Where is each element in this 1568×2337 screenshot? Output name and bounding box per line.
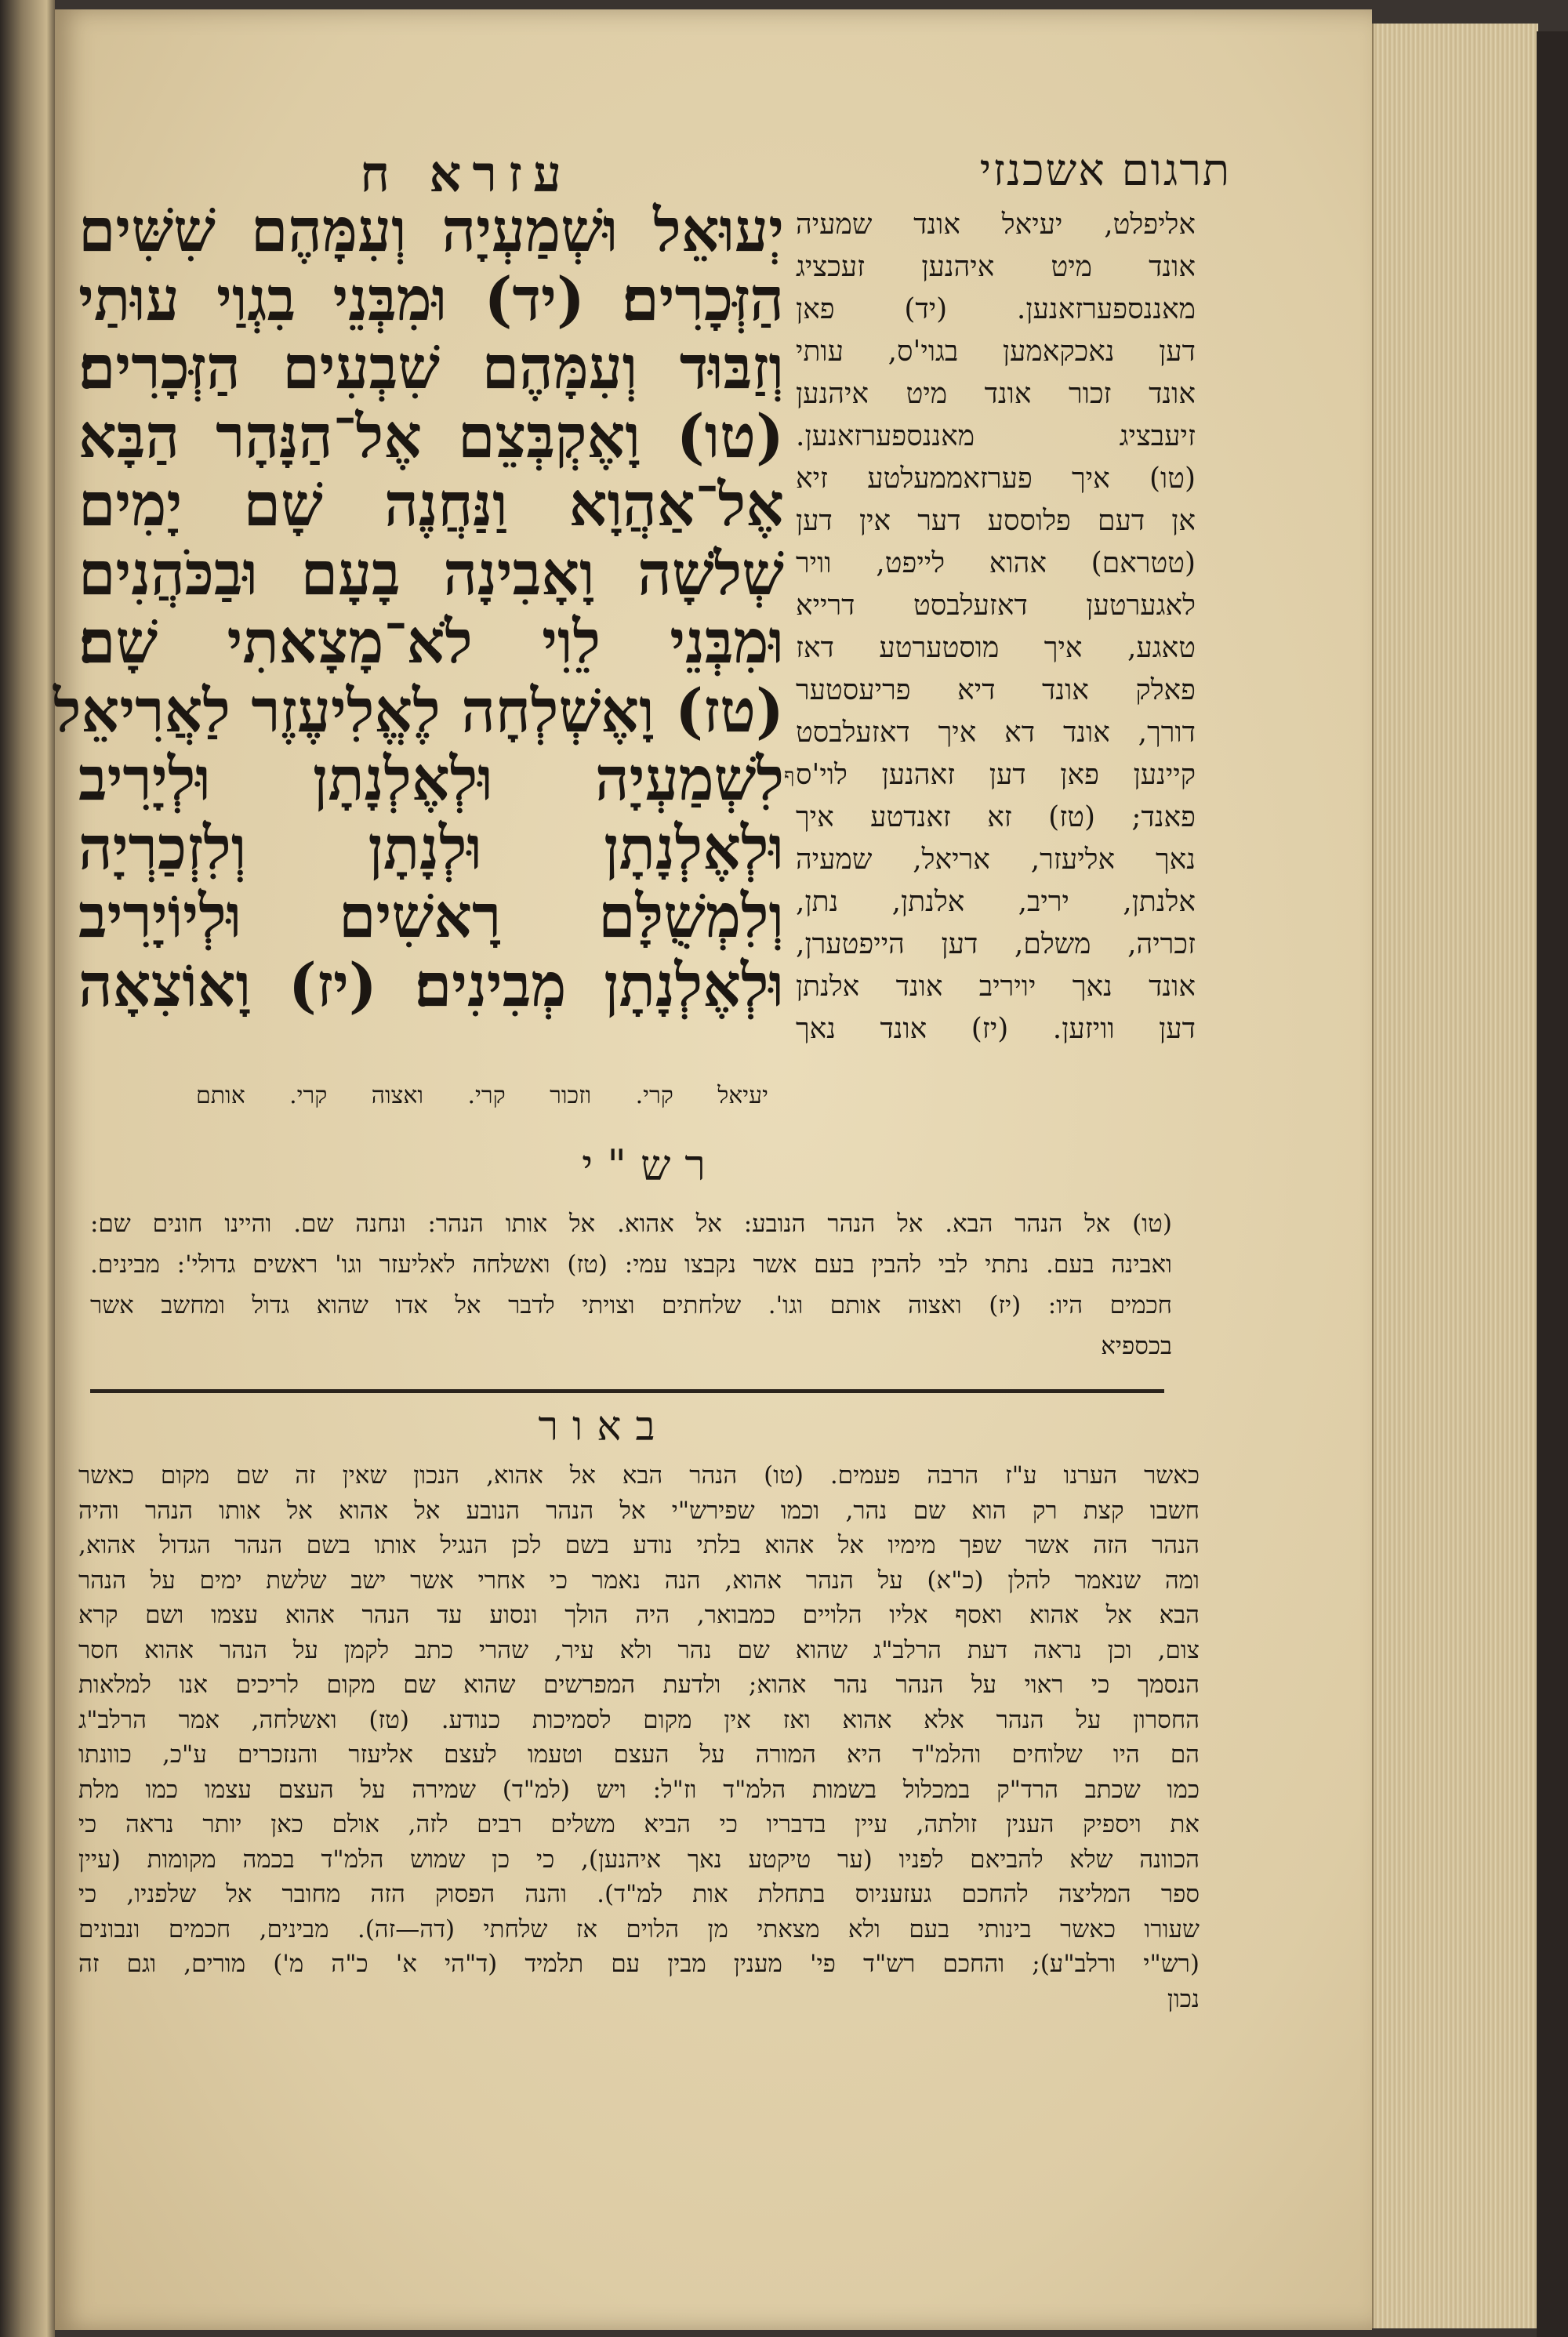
biur-line: הבא אל אהוא ואסף אליו הלויים כמבואר, היה הולך ונסוע עד הנהר אהוא עצמו ושם קרא bbox=[78, 1601, 1200, 1629]
yiddish-line: דען נאכקאמען בגוי'ס, עותי bbox=[796, 336, 1196, 368]
header-right-title: תרגום אשכנזי bbox=[979, 145, 1231, 196]
hebrew-text-column bbox=[53, 195, 784, 1020]
yiddish-translation-column bbox=[796, 204, 1196, 1051]
hebrew-line: וּלְאֶלְנָתָן וּלְנָתָן וְלִזְכַרְיָה bbox=[78, 812, 784, 883]
yiddish-line: (טו) איך פערזאממעלטע זיא bbox=[796, 463, 1196, 495]
yiddish-line: אונד נאך יויריב אונד אלנתן bbox=[796, 971, 1196, 1003]
biur-line: (רש"י ורלב"ע); והחכם רש"ד פי' מענין מבין עם תלמיד (ד"הי א' כ"ה מ') מורים, וגם זה bbox=[78, 1950, 1200, 1978]
margin-mark: ף bbox=[784, 764, 795, 788]
hebrew-line: (טו) וָאֶקְבְּצֵם אֶל־הַנָּהָר הַבָּא bbox=[78, 401, 784, 471]
yiddish-line: זכריה, משלם, דען הייפטערן, bbox=[796, 928, 1196, 960]
biur-line: נכון bbox=[1167, 1984, 1200, 2013]
page-stack-edge bbox=[1372, 24, 1538, 2328]
yiddish-line: פאנד; (טז) זא זאנדטע איך bbox=[796, 801, 1196, 833]
yiddish-line: טאגע, איך מוסטערטע דאז bbox=[796, 632, 1196, 664]
biur-line: צום, וכן נראה דעת הרלב"ג שהוא שם נהר ולא עיר, שהרי כתב לקמן על הנהר אהוא חסר bbox=[78, 1635, 1200, 1664]
yiddish-line: לאגערטען דאזעלבסט דרייא bbox=[796, 590, 1196, 622]
yiddish-line: אלנתן, יריב, אלנתן, נתן, bbox=[796, 886, 1196, 918]
header-left-title: עזרא ח bbox=[360, 145, 572, 204]
yiddish-line: מאננספערזאנען. (יד) פאן bbox=[796, 293, 1196, 325]
rashi-line: חכמים היו: (יז) ואצוה אותם וגו'. שלחתים וצויתי לדבר אל אדו שהוא גדול ומחשב אשר bbox=[90, 1291, 1172, 1319]
biur-line: ספר המליצה להחכם געזעניוס בתחלת אות למ"ד). והנה הפסוק הזה מחובר אל שלפניו, כי bbox=[78, 1880, 1200, 1908]
hebrew-line: אֶל־אַהֲוָא וַנַּחֲנֶה שָׁם יָמִים bbox=[78, 470, 784, 539]
yiddish-line: קיינען פאן דען זאהנען לוי'ס bbox=[796, 759, 1196, 791]
hebrew-line: וְזַבּוּד וְעִמָּהֶם שִׁבְעִים הַזְּכָרִים׃ bbox=[78, 332, 784, 402]
hebrew-line: הַזְּכָרִים׃ (יד) וּמִבְּנֵי בִגְוַי עוּתַי bbox=[78, 263, 784, 334]
yiddish-line: דען וויזען. (יז) אונד נאך bbox=[796, 1013, 1196, 1045]
biur-line: הם היו שלוחים והלמ"ד היא המורה על העצם וטעמו לעצם אליעזר והנזכרים ע"כ, כוונתו bbox=[78, 1740, 1200, 1769]
biur-commentary bbox=[78, 1458, 1200, 2016]
hebrew-line: שְׁלֹשָׁה וָאָבִינָה בָעָם וּבַכֹּהֲנִים bbox=[78, 538, 784, 608]
hebrew-line: לִשְׁמַעְיָה וּלְאֶלְנָתָן וּלְיָרִיב bbox=[78, 744, 784, 814]
yiddish-line: אונד מיט איהנען זעכציג bbox=[796, 251, 1196, 283]
biur-line: כמו שכתב הרד"ק במכלול בשמות הלמ"ד וז"ל: ויש (למ"ד) שמירה על העצם עצמו כמו מלת bbox=[78, 1775, 1200, 1804]
rashi-line: ואבינה בעם. נתתי לבי להבין בעם אשר נקבצו עמי: (טז) ואשלחה לאליעזר וגו' ראשים גדולי': מבינים. bbox=[90, 1250, 1172, 1279]
yiddish-line: פאלק אונד דיא פריעסטער bbox=[796, 674, 1196, 706]
hebrew-line: וְלִמְשֻׁלָּם רָאשִׁים וּלְיוֹיָרִיב bbox=[78, 881, 784, 951]
yiddish-line: אונד זכור אונד מיט איהנען bbox=[796, 378, 1196, 410]
biur-line: הנסמך כי ראוי על הנהר נהר אהוא; ולדעת המפרשים שהוא שם מקום לריכים אנו למלאות bbox=[78, 1671, 1200, 1699]
rashi-heading: רש"י bbox=[582, 1141, 720, 1190]
biur-line: הכוונה שלא להביאם לפניו (ער טיקטע נאך איהנען), כי כן שמוש הלמ"ד בכמה מקומות (עיין bbox=[78, 1845, 1200, 1874]
left-page-edge bbox=[0, 0, 55, 2337]
yiddish-line: דורך, אונד דא איך דאזעלבסט bbox=[796, 717, 1196, 749]
kri-ketiv-note: יעיאל קרי. וזכור קרי. ואצוה קרי. אותם bbox=[196, 1082, 768, 1109]
yiddish-line: אליפלט, יעיאל אונד שמעיה bbox=[796, 209, 1196, 241]
yiddish-line: (טטראם) אהוא לייפט, וויר bbox=[796, 547, 1196, 579]
section-divider bbox=[90, 1389, 1164, 1393]
yiddish-line: זיעבציג מאננספערזאנען. bbox=[796, 420, 1196, 452]
yiddish-line: אן דעם פלוססע דער אין דען bbox=[796, 505, 1196, 537]
biur-line: את ויספיק הענין זולתה, עיין בדבריו כי הביא משלים רבים לזה, אולם כאן יותר נראה כי bbox=[78, 1810, 1200, 1838]
biur-heading: באור bbox=[538, 1403, 670, 1450]
hebrew-line: יְעוּאֵל וּשְׁמַעְיָה וְעִמָּהֶם שִׁשִּׁים bbox=[78, 195, 784, 265]
book-cover-edge bbox=[1537, 31, 1568, 2337]
biur-line: חשבו קצת רק הוא שם נהר, וכמו שפירש"י אל הנהר הנובע אל אהוא אל אותו הנהר והיה bbox=[78, 1496, 1200, 1525]
biur-line: החסרון על הנהר אלא אהוא ואז אין מקום לסמיכות כנודע. (טז) ואשלחה, אמר הרלב"ג bbox=[78, 1705, 1200, 1734]
rashi-line: (טו) אל הנהר הבא. אל הנהר הנובע: אל אהוא. אל אותו הנהר: ונחנה שם. והיינו חונים שם: bbox=[90, 1210, 1172, 1238]
hebrew-line: וּמִבְּנֵי לֵוִי לֹא־מָצָאתִי שָׁם׃ bbox=[78, 607, 784, 677]
yiddish-line: נאך אליעזר, אריאל, שמעיה bbox=[796, 844, 1196, 876]
rashi-line: בכספיא bbox=[1101, 1332, 1172, 1360]
biur-line: שעורו כאשר בינותי בעם ולא מצאתי מן הלוים אז שלחתי (דה—זה). מבינים, חכמים ונבונים bbox=[78, 1914, 1200, 1943]
biur-line: ומה שנאמר להלן (כ"א) על הנהר אהוא, הנה נאמר כי אחרי אשר ישב שלשת ימים על הנהר bbox=[78, 1566, 1200, 1595]
hebrew-line: וּלְאֶלְנָתָן מְבִינִים׃ (יז) וָאוֹצִאָה bbox=[78, 949, 784, 1020]
rashi-commentary bbox=[90, 1203, 1172, 1366]
hebrew-line: (טז) וָאֶשְׁלְחָה לֶאֱלִיעֶזֶר לַאֲרִיאֵל bbox=[53, 675, 784, 746]
biur-line: כאשר הערנו ע"ז הרבה פעמים. (טו) הנהר הבא אל אהוא, הנכון שאין זה שם מקום כאשר bbox=[78, 1461, 1200, 1490]
biur-line: הנהר הזה אשר שפך מימיו אל אהוא בלתי נודע בשם לכן הנגיל אותו בשם הנהר הגדול אהוא, bbox=[78, 1531, 1200, 1559]
